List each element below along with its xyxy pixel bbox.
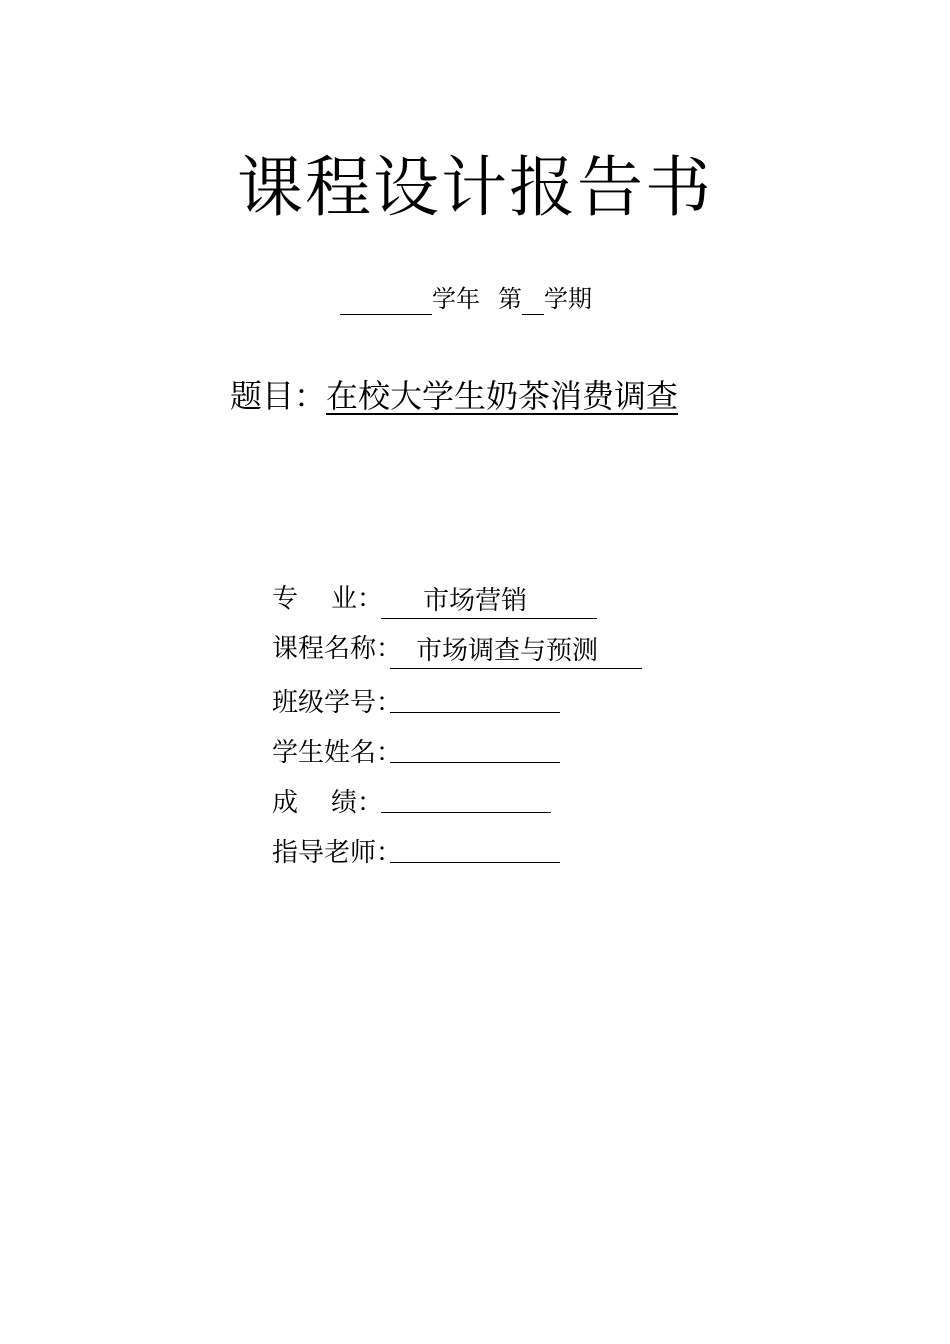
topic-line [230,374,678,418]
semester-suffix: 学期 [544,285,592,313]
class-id-label: 班级学号： [272,688,403,718]
course-label: 课程名称： [272,634,403,664]
semester-blank [522,288,544,315]
major-label: 专 业： [272,584,384,614]
advisor-label: 指导老师： [272,838,403,868]
class-id-field [390,678,560,713]
advisor-field [390,828,560,863]
topic-label: 题目： [230,377,327,415]
academic-year-blank [340,288,432,315]
info-row-student-name [272,726,642,776]
course-value: 市场调查与预测 [416,636,599,666]
semester-prefix: 第 [498,285,522,313]
student-name-field [390,728,560,763]
student-name-label: 学生姓名： [272,738,403,768]
academic-year-suffix: 学年 [432,285,480,313]
major-field [381,584,597,619]
academic-term-line [340,283,592,315]
info-row-class-id [272,676,642,726]
grade-field [381,778,551,813]
report-title: 课程设计报告书 [237,149,713,226]
info-row-advisor [272,826,642,876]
info-row-major [272,576,642,626]
topic-value: 在校大学生奶茶消费调查 [326,377,679,415]
major-value: 市场营销 [423,586,528,616]
course-field [390,634,642,669]
info-row-course [272,626,642,676]
info-row-grade [272,776,642,826]
grade-label: 成 绩： [272,788,384,818]
info-block [272,576,642,876]
